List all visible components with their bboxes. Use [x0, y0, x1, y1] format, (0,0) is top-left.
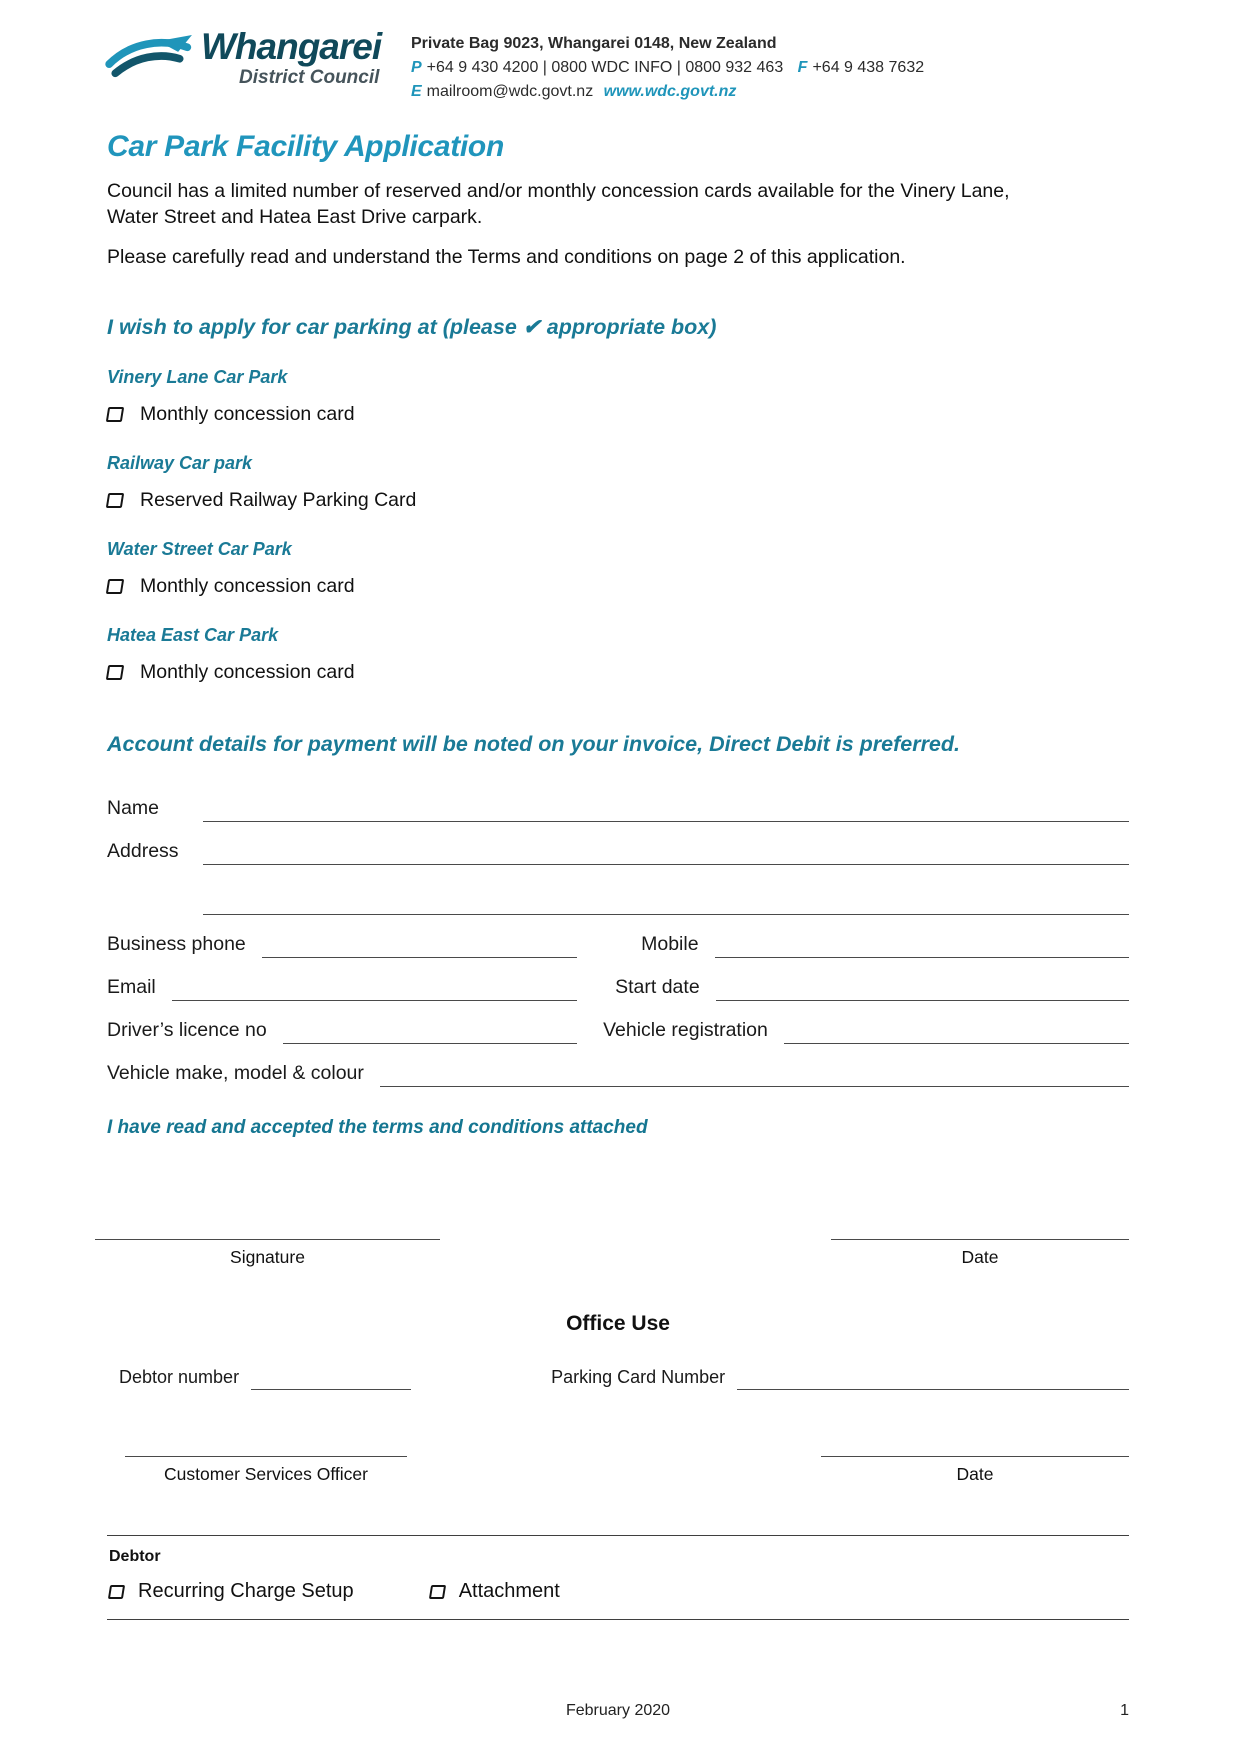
page-footer: [107, 1692, 1129, 1720]
signature-line[interactable]: [95, 1239, 440, 1268]
park-name: Water Street Car Park: [107, 539, 292, 560]
business-phone-field[interactable]: [262, 933, 577, 958]
office-date-line[interactable]: [821, 1456, 1129, 1485]
email-label: E: [411, 83, 422, 100]
contact-block: [411, 26, 924, 104]
date-label: Date: [961, 1247, 999, 1268]
officer-signature-row: [107, 1456, 1129, 1485]
checkbox-railway-reserved[interactable]: [106, 493, 124, 508]
business-phone-label: Business phone: [107, 933, 246, 956]
park-name: Railway Car park: [107, 453, 253, 474]
vehicle-registration-field[interactable]: [784, 1019, 1129, 1044]
start-date-label: Start date: [615, 976, 700, 999]
checkbox-label: Monthly concession card: [140, 575, 355, 598]
phone-line: [411, 56, 924, 80]
header: [103, 26, 1129, 104]
mobile-label: Mobile: [641, 933, 699, 956]
checkbox-hatea-east-monthly[interactable]: [106, 665, 124, 680]
recurring-charge-setup-label: Recurring Charge Setup: [138, 1580, 354, 1603]
mobile-field[interactable]: [715, 933, 1129, 958]
footer-date: February 2020: [565, 1702, 671, 1719]
vehicle-registration-label: Vehicle registration: [603, 1019, 768, 1042]
checkbox-label: Monthly concession card: [140, 661, 355, 684]
date-line[interactable]: [831, 1239, 1129, 1268]
park-option-water-street: [107, 539, 1129, 598]
account-section-heading: Account details for payment will be noted on your invoice, Direct Debit is preferred.: [107, 732, 960, 757]
fax-label: F: [797, 59, 808, 76]
drivers-licence-label: Driver’s licence no: [107, 1019, 267, 1042]
vehicle-make-label: Vehicle make, model & colour: [107, 1062, 364, 1085]
attachment-label: Attachment: [458, 1580, 560, 1603]
apply-section-heading: I wish to apply for car parking at (please ✔ appropriate box): [107, 315, 717, 340]
park-option-vinery: [107, 367, 1129, 426]
customer-services-officer-label: Customer Services Officer: [164, 1464, 368, 1485]
logo-title: Whangarei: [201, 25, 382, 67]
start-date-field[interactable]: [716, 976, 1129, 1001]
phone-numbers: +64 9 430 4200 | 0800 WDC INFO | 0800 932 463: [426, 59, 784, 76]
parking-card-number-label: Parking Card Number: [551, 1367, 726, 1388]
debtor-number-field[interactable]: [251, 1366, 411, 1390]
park-option-railway: [107, 453, 1129, 512]
council-logo: [103, 26, 403, 90]
office-use-heading: Office Use: [566, 1312, 670, 1336]
name-field[interactable]: [203, 797, 1129, 822]
terms-statement: I have read and accepted the terms and conditions attached: [107, 1117, 648, 1139]
debtor-box: [107, 1535, 1129, 1620]
checkbox-vinery-monthly[interactable]: [106, 407, 124, 422]
address-field-1[interactable]: [203, 840, 1129, 865]
checkbox-label: Monthly concession card: [140, 403, 355, 426]
fax-number: +64 9 438 7632: [812, 59, 925, 76]
intro: [107, 164, 1129, 271]
council-logo-icon: [103, 26, 201, 90]
email-field[interactable]: [172, 976, 577, 1001]
email-line: [411, 80, 924, 104]
park-name: Vinery Lane Car Park: [107, 367, 288, 388]
customer-services-officer-line[interactable]: [125, 1456, 407, 1485]
checkbox-label: Reserved Railway Parking Card: [140, 489, 417, 512]
drivers-licence-field[interactable]: [283, 1019, 577, 1044]
intro-paragraph-1: Council has a limited number of reserved and/or monthly concession cards available for the Vinery Lane, Water Street and Hatea East Drive carpark.: [107, 180, 1010, 228]
debtor-number-label: Debtor number: [119, 1367, 240, 1388]
address-label: Address: [107, 840, 179, 863]
name-label: Name: [107, 797, 160, 820]
signature-label: Signature: [230, 1247, 305, 1268]
intro-paragraph-2: Please carefully read and understand the Terms and conditions on page 2 of this application.: [107, 246, 906, 269]
footer-page-number: 1: [1120, 1702, 1129, 1719]
postal-address: Private Bag 9023, Whangarei 0148, New Zealand: [411, 35, 777, 52]
signature-row: [107, 1239, 1129, 1268]
checkbox-recurring-charge-setup[interactable]: [108, 1585, 125, 1599]
vehicle-make-field[interactable]: [380, 1062, 1129, 1087]
address-field-2[interactable]: [203, 890, 1129, 915]
parking-card-number-field[interactable]: [737, 1366, 1129, 1390]
checkbox-water-street-monthly[interactable]: [106, 579, 124, 594]
logo-subtitle: District Council: [239, 66, 380, 88]
email-address[interactable]: mailroom@wdc.govt.nz: [426, 83, 594, 100]
website-link[interactable]: www.wdc.govt.nz: [603, 83, 737, 100]
account-form: [107, 779, 1129, 1087]
page-title: Car Park Facility Application: [107, 130, 504, 163]
debtor-label: Debtor: [109, 1548, 161, 1566]
park-name: Hatea East Car Park: [107, 625, 279, 646]
checkbox-attachment[interactable]: [429, 1585, 446, 1599]
office-use-row: [107, 1366, 1129, 1390]
park-option-hatea-east: [107, 625, 1129, 684]
office-date-label: Date: [956, 1464, 994, 1485]
email-field-label: Email: [107, 976, 156, 999]
phone-label: P: [411, 59, 422, 76]
